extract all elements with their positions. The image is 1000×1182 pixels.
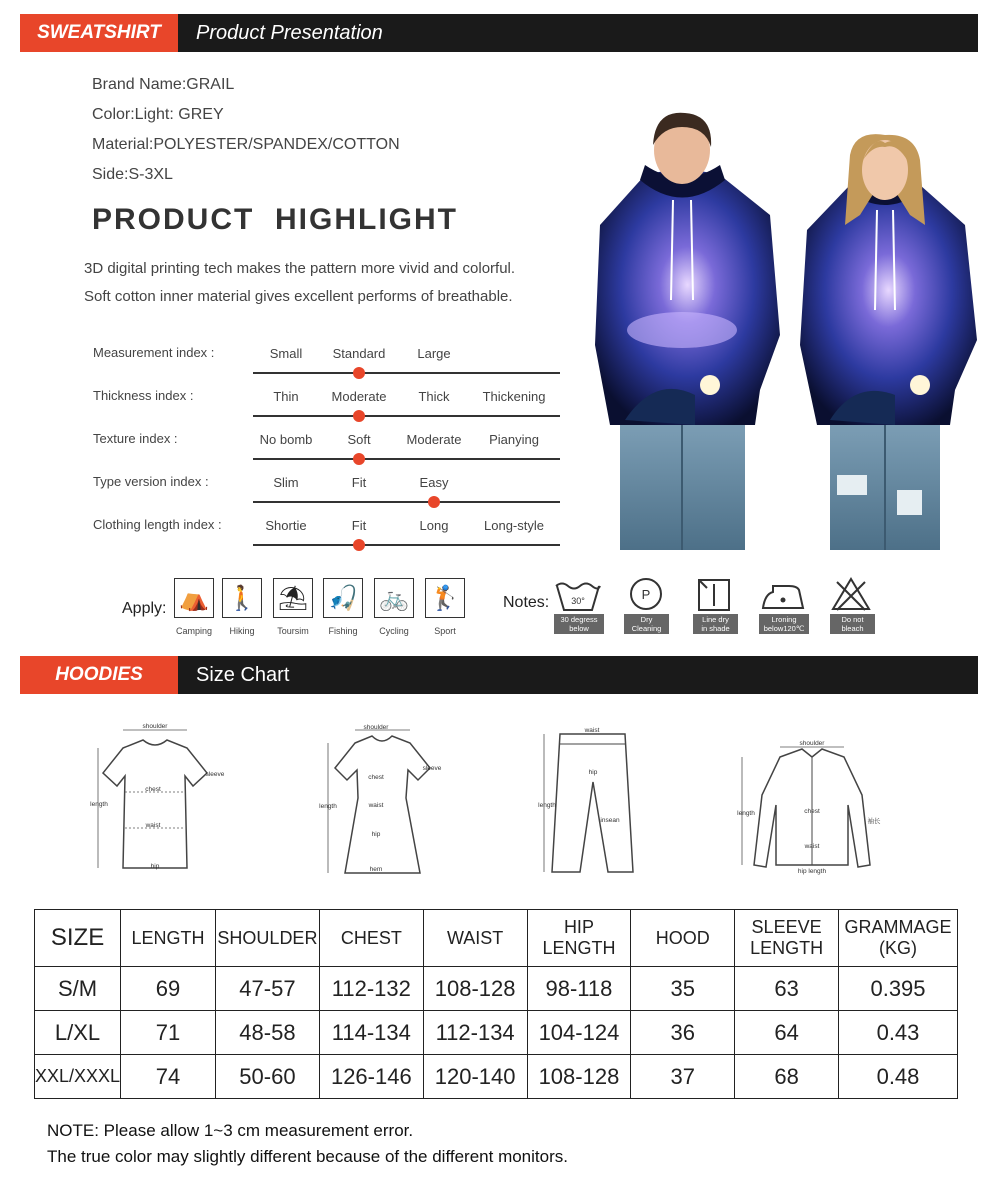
table-row	[35, 967, 958, 1011]
spec-brand: Brand Name:GRAIL	[92, 76, 235, 93]
label-length: length	[90, 801, 108, 808]
apply-caption: Sport	[434, 626, 456, 636]
apply-caption: Fishing	[328, 626, 358, 636]
label-waist: waist	[804, 843, 820, 850]
care-caption-line: Lroning	[771, 615, 797, 624]
table-cell: 98-118	[527, 967, 631, 1011]
label-hip: hip	[371, 831, 381, 838]
table-cell: 74	[121, 1055, 216, 1099]
index-label: Type version index :	[93, 474, 209, 489]
label-sleeve: 袖长	[867, 818, 881, 825]
highlight-line-1: 3D digital printing tech makes the pattern more vivid and colorful.	[84, 260, 516, 277]
care-caption-wash	[554, 614, 604, 634]
model-photo	[585, 105, 980, 550]
highlight-title: PRODUCT HIGHLIGHT	[92, 203, 458, 236]
table-cell: 114-134	[319, 1011, 423, 1055]
index-scale-line	[253, 501, 560, 503]
note-measurement: NOTE: Please allow 1~3 cm measurement error.	[47, 1121, 414, 1140]
no-bleach-icon	[831, 576, 871, 612]
banner-title: Product Presentation	[196, 22, 383, 44]
index-option: Standard	[332, 346, 386, 361]
index-option: Pianying	[489, 432, 539, 447]
table-row	[35, 1011, 958, 1055]
table-cell: 35	[631, 967, 735, 1011]
table-cell: L/XL	[35, 1011, 121, 1055]
table-cell: 68	[735, 1055, 839, 1099]
table-cell: 69	[121, 967, 216, 1011]
index-marker	[353, 367, 365, 379]
table-cell: 0.395	[839, 967, 958, 1011]
table-header-cell: CHEST	[319, 910, 423, 967]
section-banner-hoodies	[20, 656, 978, 694]
apply-caption: Cycling	[379, 626, 409, 636]
label-shoulder: shoulder	[799, 740, 825, 747]
table-row	[35, 1055, 958, 1099]
label-waist: waist	[584, 727, 600, 734]
wash-temp: 30°	[571, 596, 585, 606]
table-cell: S/M	[35, 967, 121, 1011]
table-header-cell: LENGTH	[121, 910, 216, 967]
tourism-icon: ⛱	[273, 578, 313, 618]
index-option: Shortie	[265, 518, 307, 533]
size-table	[34, 909, 958, 1099]
apply-caption: Hiking	[229, 626, 255, 636]
index-scale-line	[253, 544, 560, 546]
index-label: Texture index :	[93, 431, 178, 446]
wash-30-icon	[554, 578, 602, 614]
index-marker	[353, 453, 365, 465]
note-color: The true color may slightly different because of the different monitors.	[47, 1147, 568, 1166]
table-cell: XXL/XXXL	[35, 1055, 121, 1099]
care-caption-line: Cleaning	[631, 624, 662, 633]
care-caption-line: below120℃	[763, 624, 805, 633]
label-waist: waist	[368, 802, 384, 809]
table-header-cell: SHOULDER	[215, 910, 319, 967]
index-option: Large	[417, 346, 451, 361]
index-option: Slim	[273, 475, 299, 490]
label-chest: chest	[804, 808, 820, 815]
index-scale-line	[253, 415, 560, 417]
table-header-cell: HOOD	[631, 910, 735, 967]
care-caption-line: 30 degress	[560, 615, 598, 624]
tshirt-diagram	[85, 718, 240, 878]
model-woman	[800, 134, 977, 550]
label-shoulder: shoulder	[142, 723, 168, 730]
label-hem: hem	[369, 866, 383, 873]
line-dry-icon	[697, 578, 733, 612]
camping-icon: ⛺	[174, 578, 214, 618]
spec-material: Material:POLYESTER/SPANDEX/COTTON	[92, 136, 400, 153]
dry-clean-symbol: P	[641, 587, 651, 602]
label-sleeve: sleeve	[205, 771, 225, 778]
table-cell: 108-128	[423, 967, 527, 1011]
table-cell: 120-140	[423, 1055, 527, 1099]
dress-diagram	[310, 718, 455, 883]
index-option: Soft	[347, 432, 371, 447]
label-length: length	[319, 803, 337, 810]
apply-caption: Camping	[175, 626, 213, 636]
table-header-cell: SIZE	[35, 910, 121, 967]
label-sleeve: sleeve	[422, 765, 442, 772]
table-cell: 71	[121, 1011, 216, 1055]
pants-diagram	[530, 722, 645, 882]
index-marker	[428, 496, 440, 508]
table-cell: 126-146	[319, 1055, 423, 1099]
index-marker	[353, 410, 365, 422]
index-option: Moderate	[331, 389, 387, 404]
index-label: Clothing length index :	[93, 517, 222, 532]
highlight-line-2: Soft cotton inner material gives excellent performs of breathable.	[84, 288, 513, 305]
care-caption-line: below	[569, 624, 589, 633]
notes-label: Notes:	[503, 594, 550, 611]
spec-color: Color:Light: GREY	[92, 106, 224, 123]
table-cell: 37	[631, 1055, 735, 1099]
label-length: length	[538, 802, 556, 809]
apply-caption: Toursim	[277, 626, 309, 636]
index-option: Long-style	[484, 518, 544, 533]
table-cell: 0.43	[839, 1011, 958, 1055]
index-option: Moderate	[406, 432, 462, 447]
banner-tag: HOODIES	[20, 656, 178, 694]
label-hip: hip	[588, 769, 598, 776]
table-cell: 50-60	[215, 1055, 319, 1099]
apply-label: Apply:	[122, 600, 167, 617]
label-hip: hip	[150, 863, 160, 870]
care-caption-line: Dry	[640, 615, 653, 624]
label-hip-length: hip length	[797, 868, 827, 875]
shirt-diagram	[730, 735, 895, 880]
table-header-cell: SLEEVE LENGTH	[735, 910, 839, 967]
table-header-cell: GRAMMAGE (KG)	[839, 910, 958, 967]
section-banner-sweatshirt	[20, 14, 978, 52]
care-caption-line: in shade	[701, 624, 730, 633]
model-man	[595, 113, 780, 550]
care-caption-no-bleach	[830, 614, 875, 634]
cycling-icon: 🚲	[374, 578, 414, 618]
iron-icon	[759, 580, 807, 612]
label-inseam: insean	[600, 817, 620, 824]
care-caption-dry-clean	[624, 614, 669, 634]
label-chest: chest	[368, 774, 384, 781]
index-option: Small	[269, 346, 303, 361]
index-label: Thickness index :	[93, 388, 194, 403]
table-cell: 104-124	[527, 1011, 631, 1055]
fishing-icon: 🎣	[323, 578, 363, 618]
index-option: Easy	[419, 475, 449, 490]
index-scale-line	[253, 372, 560, 374]
index-option: Thin	[273, 389, 299, 404]
table-cell: 63	[735, 967, 839, 1011]
banner-tag: SWEATSHIRT	[20, 14, 178, 52]
spec-size: Side:S-3XL	[92, 166, 173, 183]
care-caption-line-dry	[693, 614, 738, 634]
care-caption-iron	[759, 614, 809, 634]
care-caption-line: bleach	[841, 624, 864, 633]
index-option: Fit	[351, 475, 367, 490]
index-option: Thickening	[482, 389, 546, 404]
table-cell: 47-57	[215, 967, 319, 1011]
index-option: Fit	[351, 518, 367, 533]
index-label: Measurement index :	[93, 345, 215, 360]
label-length: length	[737, 810, 755, 817]
index-option: No bomb	[259, 432, 313, 447]
label-shoulder: shoulder	[363, 724, 389, 731]
sport-icon: 🏌	[425, 578, 465, 618]
table-cell: 48-58	[215, 1011, 319, 1055]
table-cell: 112-134	[423, 1011, 527, 1055]
table-cell: 36	[631, 1011, 735, 1055]
table-header-cell: WAIST	[423, 910, 527, 967]
index-option: Long	[419, 518, 449, 533]
label-chest: chest	[145, 786, 161, 793]
table-cell: 64	[735, 1011, 839, 1055]
care-caption-line: Do not	[841, 615, 864, 624]
label-waist: waist	[145, 822, 161, 829]
table-cell: 108-128	[527, 1055, 631, 1099]
hiking-icon: 🚶	[222, 578, 262, 618]
index-scale-line	[253, 458, 560, 460]
index-option: Thick	[418, 389, 450, 404]
dry-clean-icon	[628, 576, 664, 612]
care-caption-line: Line dry	[702, 615, 729, 624]
table-header-cell: HIP LENGTH	[527, 910, 631, 967]
index-marker	[353, 539, 365, 551]
table-header-row	[35, 910, 958, 967]
banner-title: Size Chart	[196, 664, 290, 686]
table-cell: 112-132	[319, 967, 423, 1011]
table-cell: 0.48	[839, 1055, 958, 1099]
